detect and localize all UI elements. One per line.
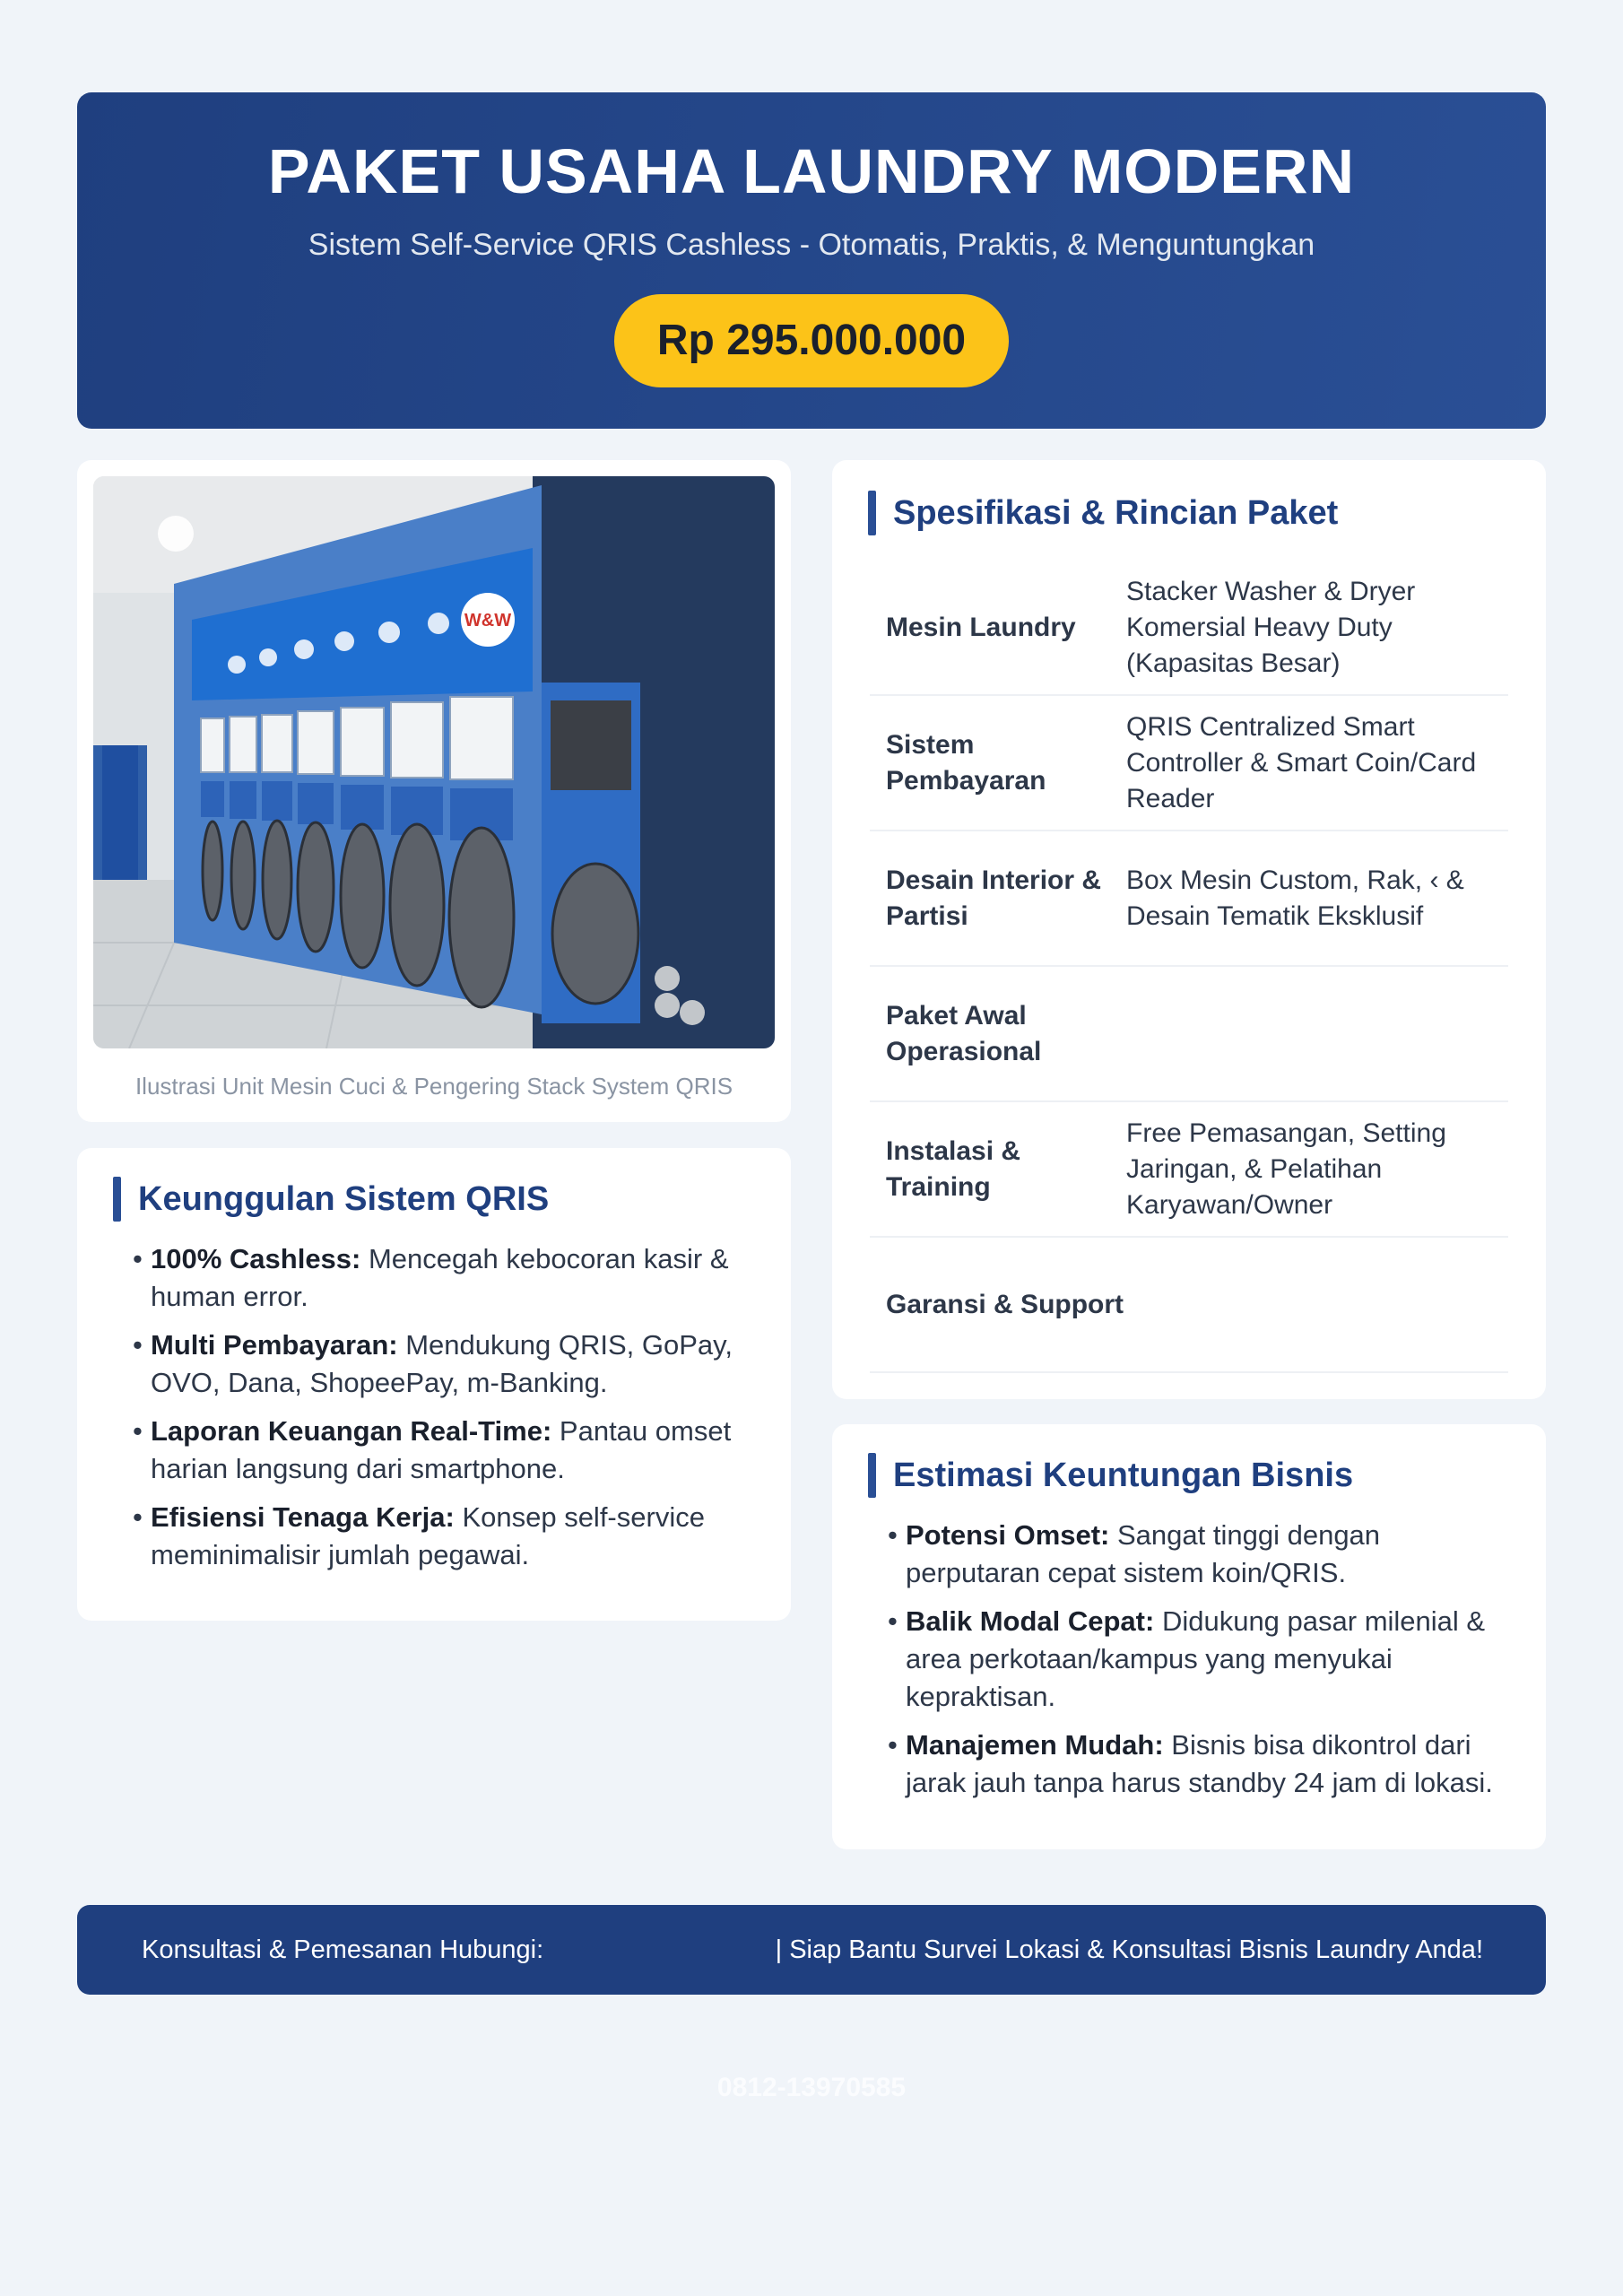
spec-value: Free Pemasangan, Setting Jaringan, & Pelatihan Karyawan/Owner (1126, 1118, 1446, 1220)
laundry-machines-photo (93, 476, 775, 1048)
list-item: • Laporan Keuangan Real-Time: Pantau omset harian langsung dari smartphone. (133, 1413, 760, 1488)
phone-number: 0812-13970585 (716, 2073, 907, 2102)
estimate-list (888, 1517, 1515, 1813)
contact-tagline: | Siap Bantu Survei Lokasi & Konsultasi Bisnis Laundry Anda! (775, 1935, 1483, 1964)
table-row (870, 696, 1508, 831)
table-row (870, 561, 1508, 696)
spec-label: Desain Interior & Partisi (886, 865, 1102, 931)
contact-label: Konsultasi & Pemesanan Hubungi: (142, 1935, 544, 1964)
list-item: • Balik Modal Cepat: Didukung pasar milenial & area perkotaan/kampus yang menyukai kepraktisan. (888, 1603, 1515, 1716)
table-row (870, 831, 1508, 967)
page-title: PAKET USAHA LAUNDRY MODERN (267, 136, 1356, 206)
advantages-card (77, 1148, 791, 1621)
spec-label: Sistem Pembayaran (886, 729, 1046, 796)
list-item: • Manajemen Mudah: Bisnis bisa dikontrol dari jarak jauh tanpa harus standby 24 jam di lokasi. (888, 1726, 1515, 1802)
list-item: • Multi Pembayaran: Mendukung QRIS, GoPay, OVO, Dana, ShopeePay, m-Banking. (133, 1326, 760, 1402)
estimate-card (832, 1424, 1546, 1849)
list-item: • 100% Cashless: Mencegah kebocoran kasir & human error. (133, 1240, 760, 1316)
table-row (870, 1102, 1508, 1238)
photo-caption: Ilustrasi Unit Mesin Cuci & Pengering Stack System QRIS (135, 1073, 733, 1100)
spec-label: Paket Awal Operasional (886, 1000, 1042, 1066)
specs-title: Spesifikasi & Rincian Paket (868, 491, 1338, 535)
list-item: • Potensi Omset: Sangat tinggi dengan perputaran cepat sistem koin/QRIS. (888, 1517, 1515, 1592)
estimate-title: Estimasi Keuntungan Bisnis (868, 1453, 1353, 1498)
page-subtitle: Sistem Self-Service QRIS Cashless - Otomatis, Praktis, & Menguntungkan (308, 228, 1315, 262)
spec-label: Instalasi & Training (886, 1135, 1021, 1202)
advantages-title: Keunggulan Sistem QRIS (113, 1177, 549, 1222)
table-row (870, 1238, 1508, 1373)
specs-card (832, 460, 1546, 1399)
table-row (870, 967, 1508, 1102)
price-badge: Rp 295.000.000 (614, 294, 1009, 387)
photo-card (77, 460, 791, 1122)
specs-table (870, 561, 1508, 1373)
spec-value: Box Mesin Custom, Rak, ‹ & Desain Tematik Eksklusif (1126, 865, 1464, 931)
spec-value: Stacker Washer & Dryer Komersial Heavy Duty (Kapasitas Besar) (1126, 576, 1416, 678)
header-banner (77, 92, 1546, 429)
advantages-list (133, 1240, 760, 1585)
signage-logo-text: W&W (464, 611, 512, 631)
spec-label: Mesin Laundry (886, 612, 1076, 642)
list-item: • Efisiensi Tenaga Kerja: Konsep self-service meminimalisir jumlah pegawai. (133, 1499, 760, 1574)
spec-value: QRIS Centralized Smart Controller & Smart Coin/Card Reader (1126, 711, 1477, 813)
contact-footer (77, 1905, 1546, 1995)
spec-label: Garansi & Support (886, 1289, 1124, 1319)
